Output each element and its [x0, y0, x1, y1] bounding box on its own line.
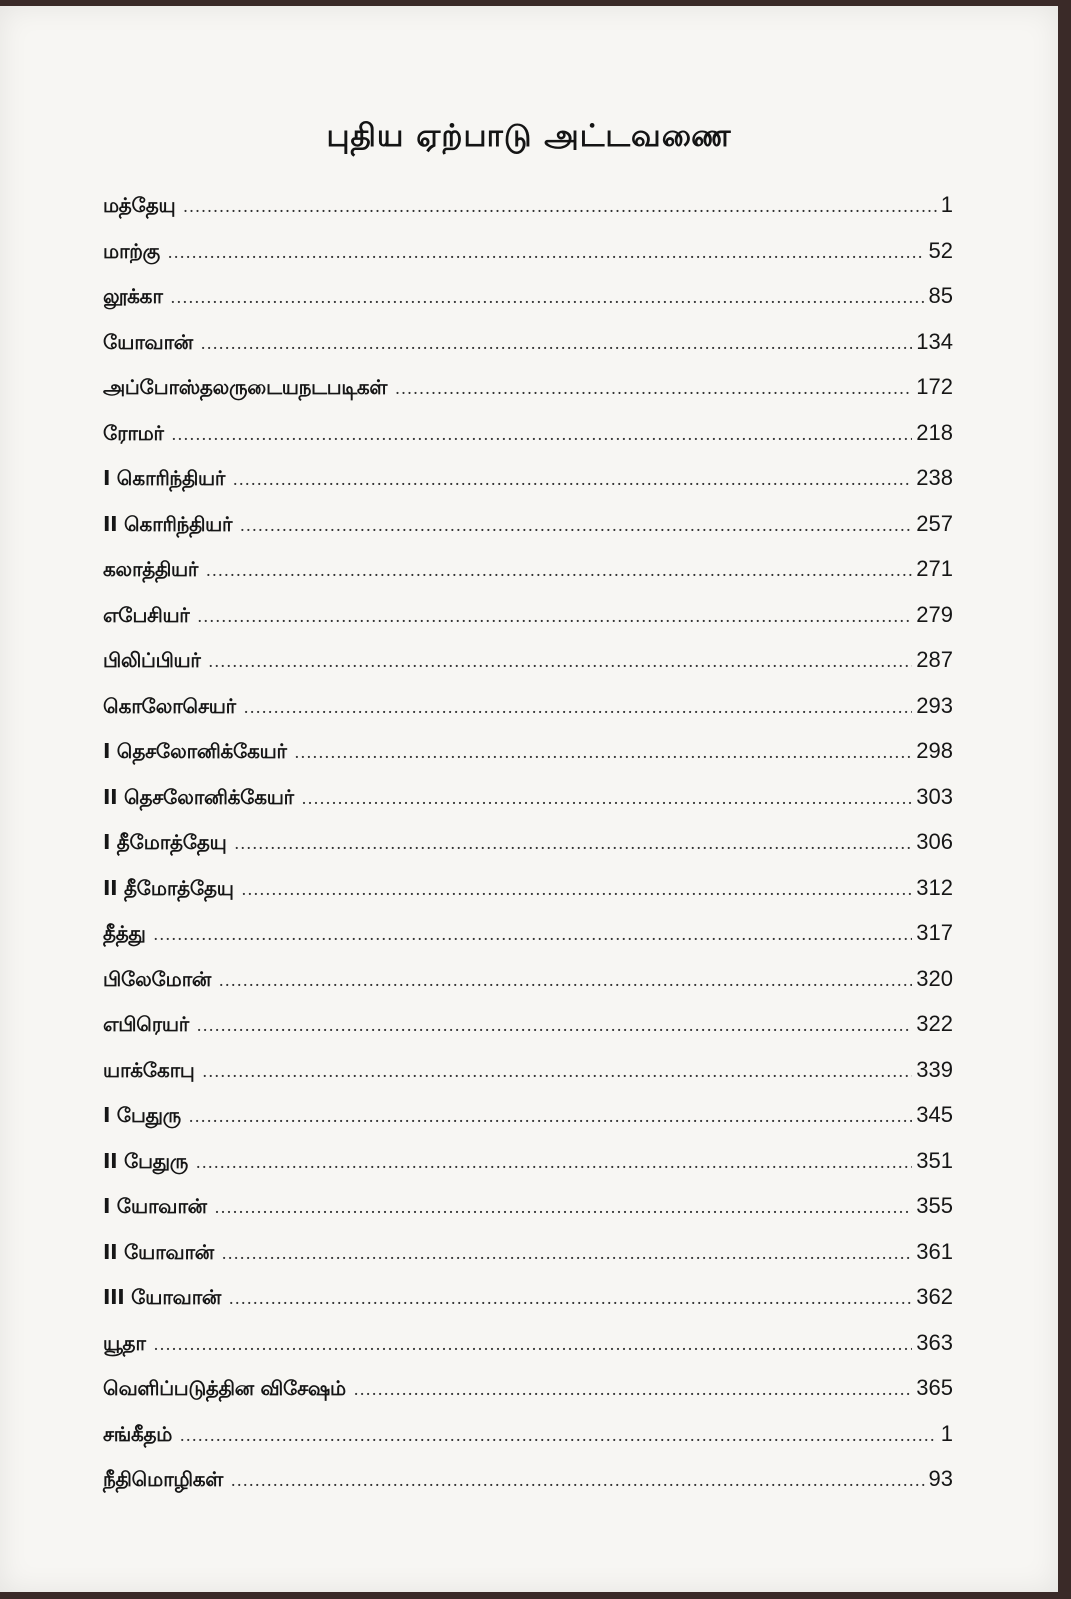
leader-dots [183, 196, 936, 217]
toc-entry [103, 192, 953, 238]
page-number: 365 [916, 1375, 953, 1400]
book-name: I பேதுரு [103, 1103, 181, 1127]
book-name: பிலிப்பியர் [103, 648, 201, 672]
leader-dots [209, 651, 913, 672]
toc-entry [103, 966, 953, 1012]
book-name: II பேதுரு [103, 1148, 189, 1173]
book-name: III யோவான் [103, 1285, 221, 1309]
page-number: 52 [928, 237, 953, 263]
toc-entry [103, 511, 953, 557]
book-name: II கொரிந்தியர் [103, 511, 233, 536]
book-name: I தெசலோனிக்கேயர் [103, 739, 287, 763]
page-number: 363 [916, 1329, 953, 1355]
toc-entry [103, 1057, 953, 1103]
toc-entry [103, 465, 953, 511]
book-name: லூக்கா [103, 284, 163, 308]
leader-dots [203, 1061, 913, 1082]
book-name: எபேசியர் [103, 602, 190, 627]
leader-dots [302, 788, 913, 809]
leader-dots [168, 242, 925, 263]
table-of-contents [103, 192, 953, 1512]
toc-entry [103, 1421, 953, 1467]
toc-entry [103, 1375, 953, 1421]
book-name: சங்கீதம் [103, 1421, 173, 1446]
leader-dots [206, 560, 912, 581]
page-number: 1 [940, 1420, 953, 1446]
leader-dots [172, 424, 913, 445]
book-name: யூதா [103, 1330, 146, 1355]
book-name: அப்போஸ்தலருடையநடபடிகள் [103, 375, 388, 399]
leader-dots [244, 697, 912, 718]
book-name: I தீமோத்தேயு [103, 830, 227, 854]
leader-dots [196, 1152, 912, 1173]
toc-entry [103, 1102, 953, 1148]
toc-entry [103, 283, 953, 329]
book-name: எபிரெயர் [103, 1012, 189, 1036]
book-name: கொலோசெயர் [103, 693, 236, 718]
book-name: II தீமோத்தேயு [103, 875, 234, 900]
page-number: 134 [916, 328, 953, 354]
book-name: கலாத்தியர் [103, 557, 199, 581]
page-number: 257 [916, 510, 953, 536]
toc-entry [103, 602, 953, 648]
book-name: I யோவான் [103, 1194, 207, 1218]
toc-entry [103, 920, 953, 966]
page-number: 218 [916, 419, 953, 445]
leader-dots [222, 1243, 912, 1264]
leader-dots [197, 606, 912, 627]
toc-entry [103, 693, 953, 739]
leader-dots [154, 1334, 913, 1355]
page-number: 287 [916, 647, 953, 672]
leader-dots [240, 515, 912, 536]
page-number: 355 [916, 1193, 953, 1218]
leader-dots [201, 333, 912, 354]
page-number: 271 [916, 556, 953, 581]
book-name: தீத்து [103, 921, 146, 945]
page-number: 320 [916, 965, 953, 991]
leader-dots [395, 378, 912, 399]
book-name: யோவான் [103, 329, 193, 354]
toc-entry [103, 329, 953, 375]
page-number: 361 [916, 1238, 953, 1264]
book-name: I கொரிந்தியர் [103, 466, 226, 490]
book-name: யாக்கோபு [103, 1057, 195, 1082]
toc-entry [103, 784, 953, 830]
leader-dots [233, 469, 912, 490]
book-name: வெளிப்படுத்தின விசேஷம் [103, 1376, 346, 1400]
leader-dots [197, 1015, 912, 1036]
toc-entry [103, 1466, 953, 1512]
leader-dots [234, 833, 912, 854]
page-number: 238 [916, 465, 953, 490]
leader-dots [242, 879, 913, 900]
page-number: 172 [916, 374, 953, 399]
toc-entry [103, 556, 953, 602]
page-number: 322 [916, 1011, 953, 1036]
book-name: II யோவான் [103, 1239, 214, 1264]
toc-entry [103, 875, 953, 921]
page-number: 351 [916, 1147, 953, 1173]
toc-entry [103, 374, 953, 420]
page-number: 293 [916, 692, 953, 718]
book-page [0, 6, 1058, 1592]
leader-dots [229, 1288, 912, 1309]
toc-entry [103, 829, 953, 875]
toc-entry [103, 738, 953, 784]
book-name: மத்தேயு [103, 193, 176, 217]
leader-dots [171, 287, 925, 308]
page-number: 317 [916, 920, 953, 945]
page-number: 303 [916, 783, 953, 809]
book-name: நீதிமொழிகள் [103, 1467, 224, 1491]
page-number: 1 [940, 192, 953, 217]
page-number: 362 [916, 1284, 953, 1309]
toc-entry [103, 1011, 953, 1057]
leader-dots [231, 1470, 924, 1491]
toc-entry [103, 238, 953, 284]
page-number: 306 [916, 829, 953, 854]
toc-entry [103, 647, 953, 693]
leader-dots [354, 1379, 912, 1400]
page-number: 312 [916, 874, 953, 900]
toc-entry [103, 1284, 953, 1330]
page-number: 85 [928, 283, 953, 308]
leader-dots [189, 1106, 912, 1127]
toc-entry [103, 420, 953, 466]
page-number: 298 [916, 738, 953, 763]
toc-entry [103, 1330, 953, 1376]
book-name: ரோமர் [103, 420, 164, 445]
page-title: புதிய ஏற்பாடு அட்டவணை [326, 118, 732, 154]
toc-entry [103, 1148, 953, 1194]
leader-dots [154, 924, 913, 945]
page-number: 93 [928, 1466, 953, 1491]
page-number: 339 [916, 1056, 953, 1082]
leader-dots [219, 970, 912, 991]
book-name: பிலேமோன் [103, 966, 211, 991]
toc-entry [103, 1239, 953, 1285]
leader-dots [215, 1197, 913, 1218]
leader-dots [180, 1425, 937, 1446]
page-number: 345 [916, 1102, 953, 1127]
toc-entry [103, 1193, 953, 1239]
book-name: II தெசலோனிக்கேயர் [103, 784, 294, 809]
book-name: மாற்கு [103, 238, 160, 263]
page-number: 279 [916, 601, 953, 627]
leader-dots [295, 742, 913, 763]
